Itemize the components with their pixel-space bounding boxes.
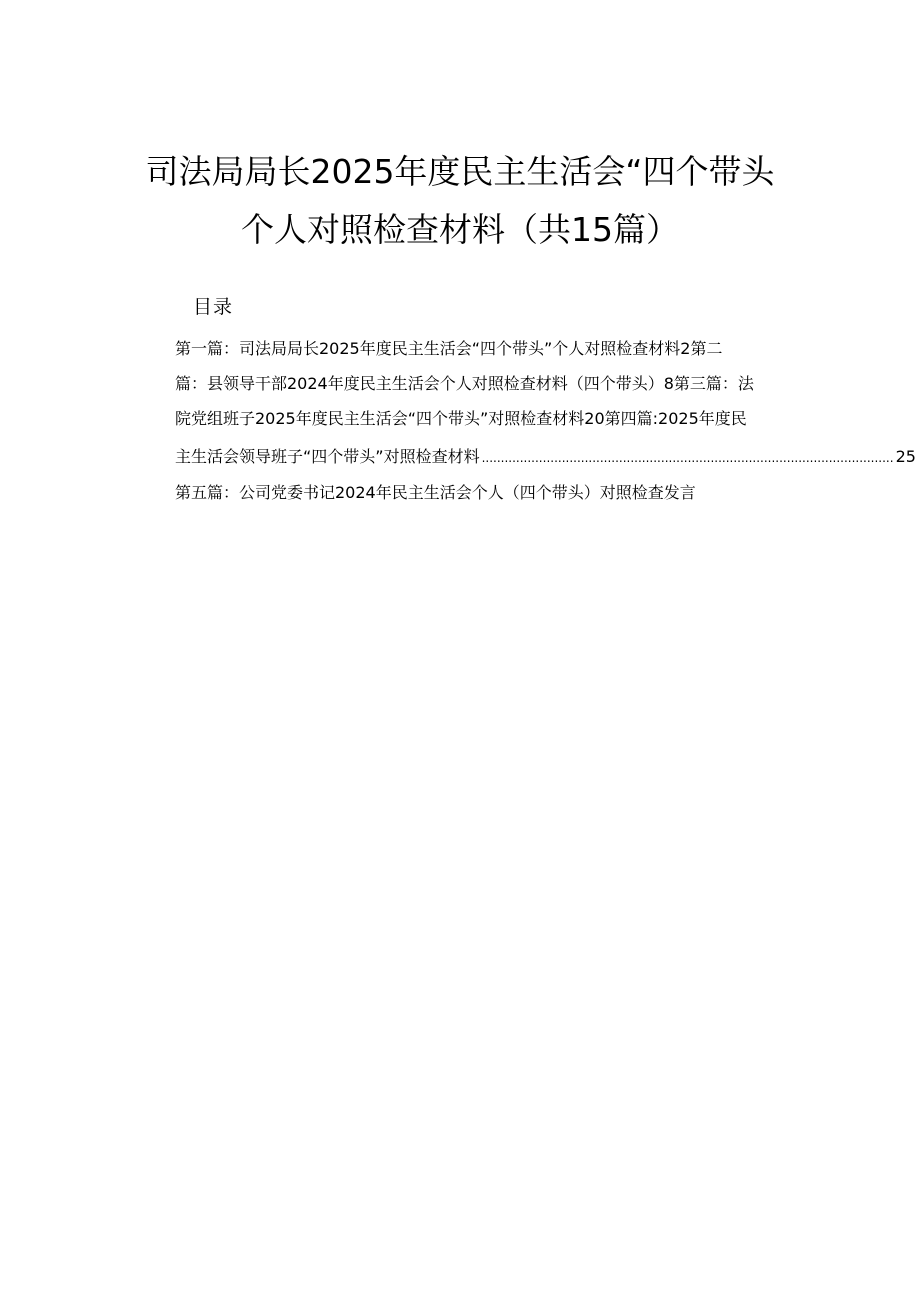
document-title-line-1: 司法局局长2025年度民主生活会“四个带头 xyxy=(145,152,775,191)
toc-entry-text: 主生活会领导班子“四个带头”对照检查材料 xyxy=(175,447,480,466)
toc-line-with-leader xyxy=(175,446,916,469)
toc-heading: 目录 xyxy=(193,296,234,318)
toc-dot-leader: ............................................................................................................ xyxy=(481,451,894,465)
toc-line: 第一篇：司法局局长2025年度民主生活会“四个带头”个人对照检查材料2第二 xyxy=(175,339,723,358)
toc-line: 第五篇：公司党委书记2024年民主生活会个人（四个带头）对照检查发言 xyxy=(175,483,696,502)
document-title-line-2: 个人对照检查材料（共15篇） xyxy=(241,210,679,249)
toc-line: 院党组班子2025年度民主生活会“四个带头”对照检查材料20第四篇:2025年度民 xyxy=(175,409,747,428)
toc-line: 篇：县领导干部2024年度民主生活会个人对照检查材料（四个带头）8第三篇：法 xyxy=(175,374,754,393)
toc-page-number: 25 xyxy=(895,447,916,466)
